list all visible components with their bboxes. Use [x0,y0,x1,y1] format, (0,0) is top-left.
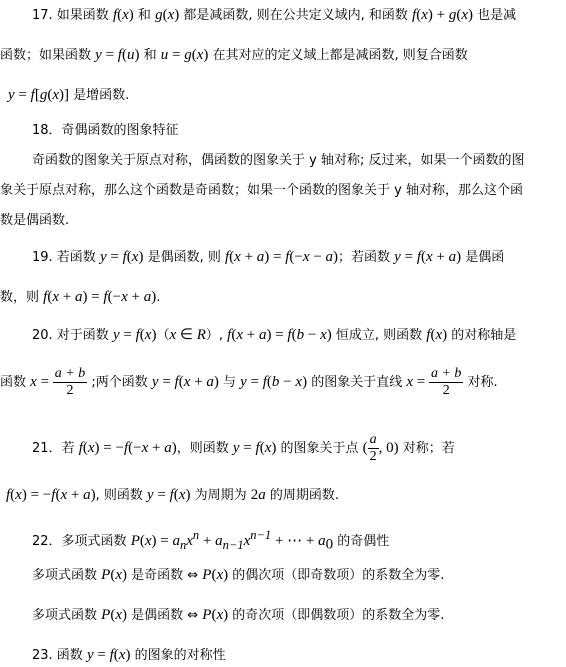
item-17-line-3: y = f[g(x)] 是增函数. [8,87,130,103]
item-19-line-2: 数，则 f(x + a) = f(−x + a). [0,289,161,305]
item-18-line-1: 奇函数的图象关于原点对称，偶函数的图象关于 y 轴对称; 反过来，如果一个函数的图 [32,153,525,168]
item-20-line-2: 函数 x = $\frac{a + b}{2}$ ;两个函数 y = f(x + a) 与 y = f(b − x) 的图象关于直线 x = $\frac{a + b}{2}$ 对称. [0,366,498,398]
item-22-heading: 22．多项式函数 $P(x) = a_nx^n + a_{n-1}x^{n-1}$ + ⋯ + $a_0$ 的奇偶性 [32,528,390,553]
item-22-line-1: 多项式函数 P(x) 是奇函数 ⇔ P(x) 的偶次项（即奇数项）的系数全为零. [32,567,445,583]
item-17-line-1: 17. 如果函数 f(x) 和 g(x) 都是减函数, 则在公共定义域内, 和函数 f(x) + g(x) 也是减 [32,7,517,23]
item-21-line-1: 21．若 f(x) = −f(−x + a)，则函数 y = f(x) 的图象关于点 ( $\frac{a}{2}$ , 0) 对称；若 [32,432,455,464]
item-20-line-1: 20. 对于函数 y = f(x)（x ∈ R）, f(x + a) = f(b − x) 恒成立, 则函数 f(x) 的对称轴是 [32,327,517,343]
fraction-a-over-2: $\frac{a}{2}$ [369,432,377,464]
fraction-a-plus-b-over-2: $\frac{a + b}{2}$ [430,366,462,398]
item-18-line-2: 象关于原点对称，那么这个函数是奇函数；如果一个函数的图象关于 y 轴对称，那么这个函 [0,183,523,198]
item-23-heading: 23. 函数 y = f(x) 的图象的对称性 [32,647,226,663]
item-18-heading: 18．奇偶函数的图象特征 [32,123,179,138]
item-21-line-2: f(x) = −f(x + a), 则函数 y = f(x) 为周期为 2a 的周期函数. [6,487,339,503]
fraction-a-plus-b-over-2: $\frac{a + b}{2}$ [54,366,86,398]
item-22-line-2: 多项式函数 P(x) 是偶函数 ⇔ P(x) 的奇次项（即偶数项）的系数全为零. [32,607,445,623]
item-18-line-3: 数是偶函数. [0,213,70,228]
item-17-line-2: 函数；如果函数 y = f(u) 和 u = g(x) 在其对应的定义域上都是减函数, 则复合函数 [0,47,468,63]
item-19-line-1: 19. 若函数 y = f(x) 是偶函数, 则 f(x + a) = f(−x − a)；若函数 y = f(x + a) 是偶函 [32,249,505,265]
